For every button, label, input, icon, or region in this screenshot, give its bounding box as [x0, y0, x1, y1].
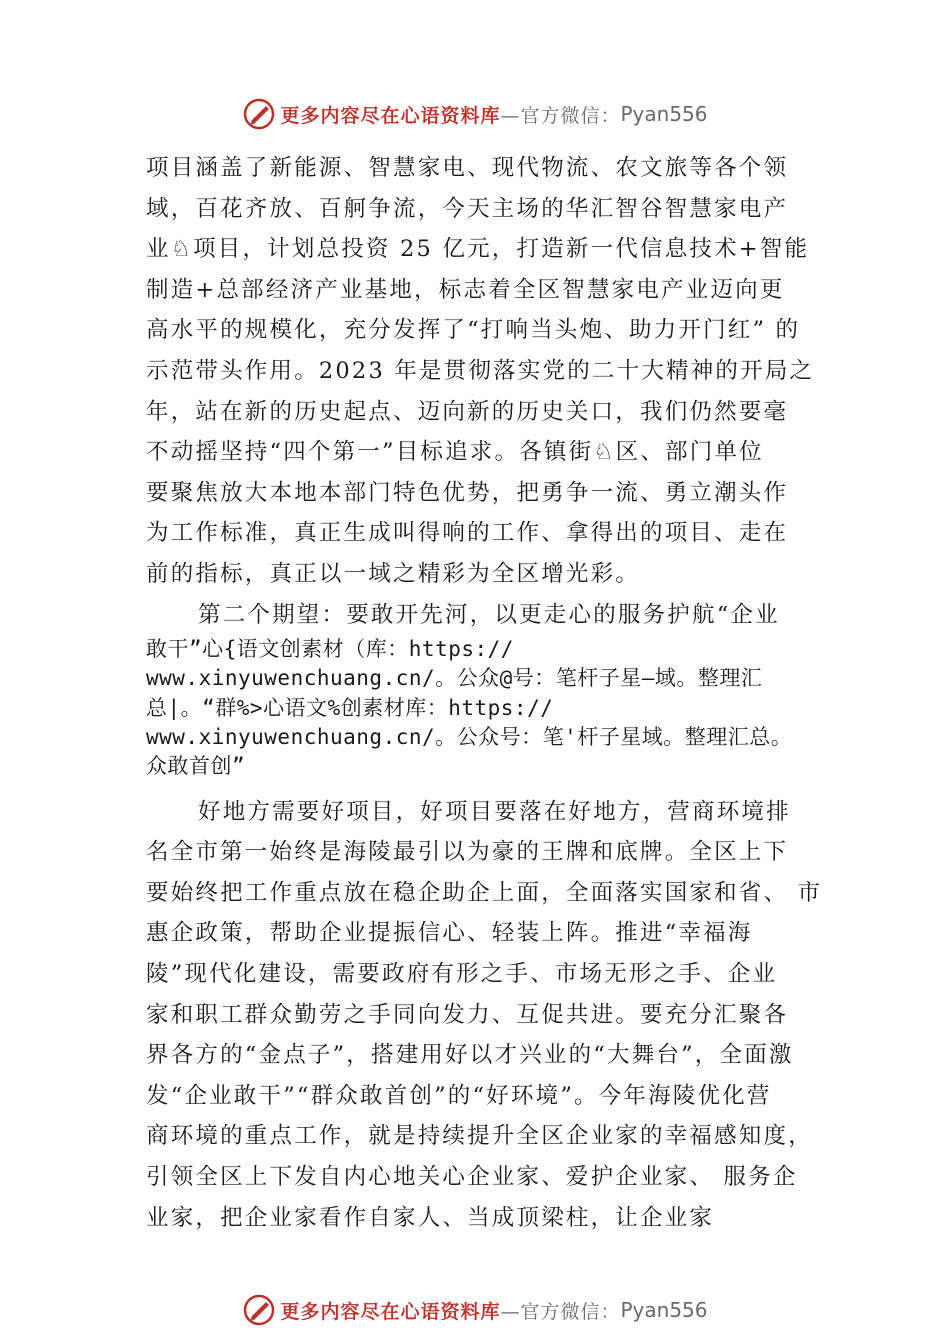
footer-banner — [0, 1290, 950, 1330]
text-line: 引领全区上下发自内心地关心企业家、爱护企业家、 服务企 — [146, 1163, 798, 1190]
banner-wechat-handle: Pyan556 — [620, 1298, 708, 1322]
text-line: 界各方的“金点子”，搭建用好以才兴业的“大舞台”，全面激 — [146, 1042, 794, 1069]
text-line: 示范带头作用。2023 年是贯彻落实党的二十大精神的开局之 — [146, 357, 815, 384]
watermark-line: 众敢首创” — [146, 754, 246, 779]
text-line: 家和职工群众勤劳之手同向发力、互促共进。要充分汇聚各 — [146, 1001, 789, 1028]
banner-title: 更多内容尽在心语资料库 — [280, 104, 501, 127]
section-heading-line: 第二个期望：要敢开先河，以更走心的服务护航“企业 — [198, 601, 780, 628]
text-line: 惠企政策，帮助企业提振信心、轻装上阵。推进“幸福海 — [146, 920, 753, 947]
watermark-line: 总|。“群%>心语文%创素材库：https:// — [146, 695, 554, 720]
header-banner — [0, 94, 950, 134]
banner-wechat-label: —官方微信： — [500, 1300, 621, 1323]
banner-wechat-handle: Pyan556 — [620, 102, 708, 126]
text-line: 制造+总部经济产业基地，标志着全区智慧家电产业迈向更 — [146, 276, 785, 303]
text-line: 为工作标准，真正生成叫得响的工作、拿得出的项目、走在 — [146, 520, 789, 547]
text-line: 商环境的重点工作，就是持续提升全区企业家的幸福感知度， — [146, 1123, 813, 1150]
text-line: 名全市第一始终是海陵最引以为豪的王牌和底牌。全区上下 — [146, 839, 789, 866]
text-line: 业家，把企业家看作自家人、当成顶梁柱，让企业家 — [146, 1204, 715, 1231]
text-line: 前的指标，真正以一域之精彩为全区增光彩。 — [146, 560, 641, 587]
text-line: 发“企业敢干”“群众敢首创”的“好环境”。今年海陵优化营 — [146, 1082, 772, 1109]
document-body — [146, 148, 846, 1238]
pen-seal-icon — [242, 97, 276, 131]
watermark-line: www.xinyuwenchuang.cn/。公众号：笔'杆子星域。整理汇总。 — [146, 725, 793, 750]
text-line: 不动摇坚持“四个第一”目标追求。各镇街♘区、部门单位 — [146, 439, 764, 466]
text-line: 好地方需要好项目，好项目要落在好地方，营商环境排 — [198, 798, 791, 825]
text-line: 陵”现代化建设，需要政府有形之手、市场无形之手、企业 — [146, 960, 778, 987]
text-line: 要聚焦放大本地本部门特色优势，把勇争一流、勇立潮头作 — [146, 479, 789, 506]
watermark-line: www.xinyuwenchuang.cn/。公众@号：笔杆子星—域。整理汇 — [146, 666, 763, 691]
text-line: 业♘项目，计划总投资 25 亿元，打造新一代信息技术+智能 — [146, 236, 810, 263]
banner-wechat-label: —官方微信： — [500, 104, 621, 127]
pen-seal-icon — [242, 1293, 276, 1327]
banner-title: 更多内容尽在心语资料库 — [280, 1300, 501, 1323]
text-line: 域，百花齐放、百舸争流，今天主场的华汇智谷智慧家电产 — [146, 195, 789, 222]
text-line: 要始终把工作重点放在稳企助企上面，全面落实国家和省、 市 — [146, 879, 823, 906]
text-line: 年，站在新的历史起点、迈向新的历史关口，我们仍然要毫 — [146, 398, 789, 425]
text-line: 项目涵盖了新能源、智慧家电、现代物流、农文旅等各个领 — [146, 155, 789, 181]
text-line: 高水平的规模化，充分发挥了“打响当头炮、助力开门红” 的 — [146, 317, 801, 344]
watermark-line: 敢干”心{语文创素材（库：https:// — [146, 637, 514, 662]
